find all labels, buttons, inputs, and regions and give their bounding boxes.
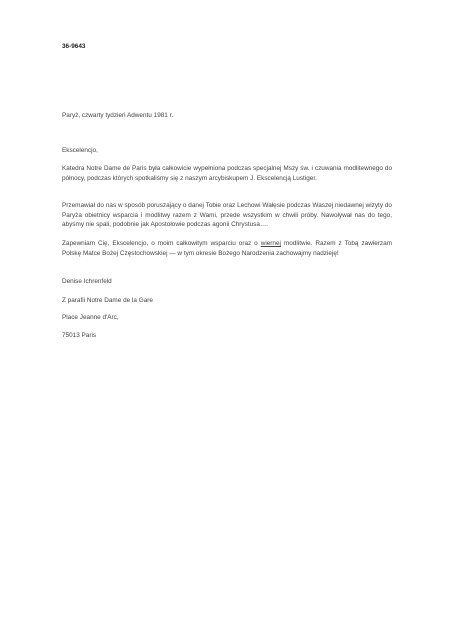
signature-name: Denise Ichrenfeld [62, 278, 112, 285]
paragraph-1: Katedra Notre Dame de Paris była całkowicie wypełniona podczas specjalnej Mszy św. i czuwania modlitewnego do północy, podczas których spotkaliśmy się z naszym arcybiskupem J. Ekscelencją Lustiger. [62, 165, 392, 182]
place-and-date: Paryż, czwarty tydzień Adwentu 1981 r. [62, 112, 174, 119]
paragraph-3-after: modlitwie. Razem z Tobą zawierzam Polskę Matce Bożej Częstochowskiej — w tym okresie Bożego Narodzenia zachowajmy nadzieję! [62, 240, 392, 257]
paragraph-3 [62, 239, 392, 258]
signature-city: 75013 Paris [62, 332, 97, 339]
paragraph-2: Przemawiał do nas w sposób poruszający o danej Tobie oraz Lechowi Wałęsie podczas Waszej niedawnej wizyty do Paryża obietnicy wsparcia i modlitwy razem z Wami, przede wszystkim w chwili próby. Nawoływał nas do tego, abyśmy nie spali, podobnie jak Apostołowie podczas agonii Chrystusa…. [62, 202, 392, 229]
signature-parish: Z parafii Notre Dame de la Gare [62, 297, 153, 304]
signature-street: Place Jeanne d'Arc, [62, 314, 119, 321]
paragraph-3-before: Zapewniam Cię, Ekscelencjo, o moim całkowitym wsparciu oraz o [62, 240, 261, 247]
document-id: 36-9643 [62, 43, 86, 50]
underlined-word: wiernej [260, 240, 281, 247]
salutation: Ekscelencjo, [62, 147, 98, 154]
